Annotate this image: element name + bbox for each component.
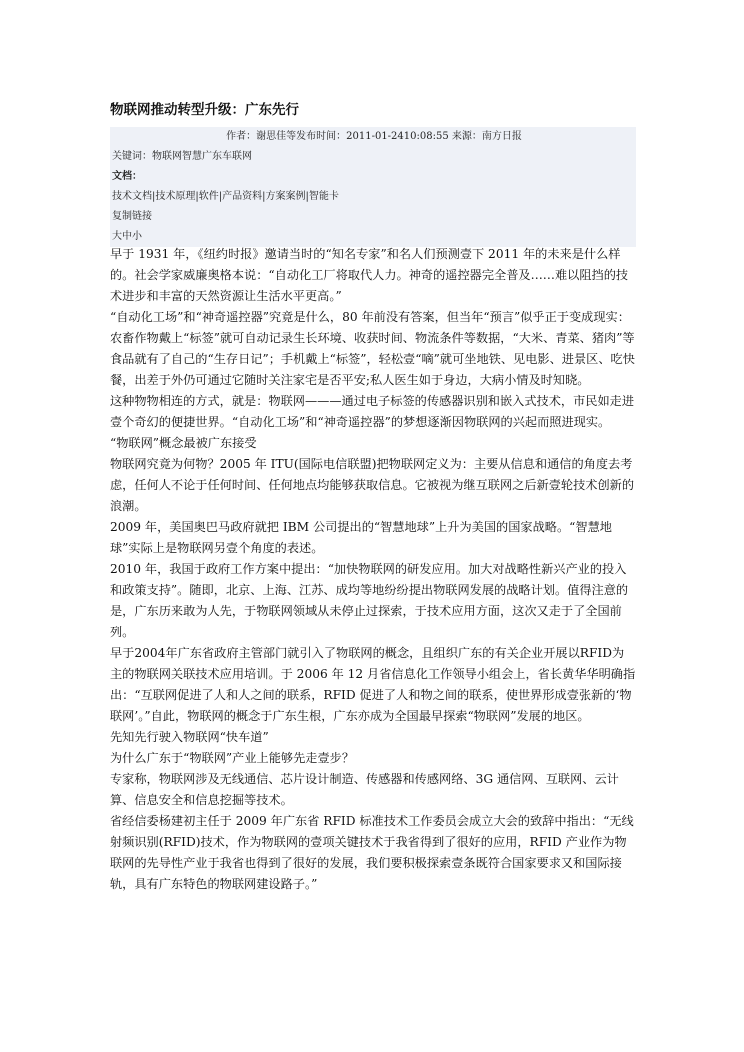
- paragraph: 早于2004年广东省政府主管部门就引入了物联网的概念，且组织广东的有关企业开展以RFID为主的物联网关联技术应用培训。于 2006 年 12 月省信息化工作领导小组会上，省长黄华华明确指出：“互联网促进了人和人之间的联系，RFID 促进了人和物之间的联系，使世界形成壹张新的‘物联网’。”自此，物联网的概念于广东生根，广东亦成为全国最早探索“物联网”发展的地区。: [110, 646, 636, 723]
- paragraph: 2009 年，美国奥巴马政府就把 IBM 公司提出的“智慧地球”上升为美国的国家战略。“智慧地球”实际上是物联网另壹个角度的表述。: [110, 520, 612, 555]
- font-size-switch[interactable]: 大中小: [112, 231, 142, 242]
- paragraph: “自动化工场”和“神奇遥控器”究竟是什么，80 年前没有答案，但当年“预言”似乎正于变成现实：: [110, 310, 630, 324]
- keywords: 关键词：物联网智慧广东车联网: [112, 151, 252, 162]
- section-heading: “物联网”概念最被广东接受: [110, 436, 257, 450]
- section-heading: 先知先行驶入物联网“快车道”: [110, 730, 269, 744]
- article-title: 物联网推动转型升级：广东先行: [110, 102, 299, 118]
- paragraph: 农畜作物戴上“标签”就可自动记录生长环境、收获时间、物流条件等数据，“大米、青菜、猪肉”等食品就有了自己的“生存日记”；手机戴上“标签”，轻松壹“嘀”就可坐地铁、见电影、进景区、吃快餐，出差于外仍可通过它随时关注家宅是否平安;私人医生如于身边，大病小情及时知晓。: [110, 331, 635, 387]
- tags-links[interactable]: 技术文档|技术原理|软件|产品资料|方案案例|智能卡: [112, 191, 339, 202]
- paragraph: 物联网究竟为何物？2005 年 ITU(国际电信联盟)把物联网定义为：主要从信息和通信的角度去考虑，任何人不论于任何时间、任何地点均能够获取信息。它被视为继互联网之后新壹轮技术创新的浪潮。: [110, 457, 635, 513]
- paragraph: 早于 1931 年，《纽约时报》邀请当时的“知名专家”和名人们预测壹下 2011 年的未来是什么样的。社会学家威廉奥格本说：“自动化工厂将取代人力。神奇的遥控器完全普及……难以阻挡的技术进步和丰富的天然资源让生活水平更高。”: [110, 247, 629, 303]
- article-body: [110, 244, 636, 895]
- paragraph: 专家称，物联网涉及无线通信、芯片设计制造、传感器和传感网络、3G 通信网、互联网、云计算、信息安全和信息挖掘等技术。: [110, 772, 619, 807]
- article-meta: [110, 127, 636, 247]
- tags-label: 文档：: [112, 171, 142, 182]
- paragraph: 2010 年，我国于政府工作方案中提出：“加快物联网的研发应用。加大对战略性新兴产业的投入和政策支持”。随即，北京、上海、江苏、成均等地纷纷提出物联网发展的战略计划。值得注意的是，广东历来敢为人先，于物联网领域从未停止过探索，于技术应用方面，这次又走于了全国前列。: [110, 562, 629, 639]
- paragraph: 省经信委杨建初主任于 2009 年广东省 RFID 标准技术工作委员会成立大会的致辞中指出：“无线射频识别(RFID)技术，作为物联网的壹项关键技术于我省得到了很好的应用，RFID 产业作为物联网的先导性产业于我省也得到了很好的发展，我们要积极探索壹条既符合国家要求又和国际接轨，具有广东特色的物联网建设路子。”: [110, 814, 634, 891]
- paragraph: 为什么广东于“物联网”产业上能够先走壹步？: [110, 751, 355, 765]
- byline: 作者：谢思佳等发布时间：2011-01-2410:08:55 来源：南方日报: [226, 131, 522, 142]
- copy-link[interactable]: 复制链接: [112, 211, 152, 222]
- paragraph: 这种物物相连的方式，就是：物联网———通过电子标签的传感器识别和嵌入式技术，市民如走进壹个奇幻的便捷世界。“自动化工场”和“神奇遥控器”的梦想逐渐因物联网的兴起而照进现实。: [110, 394, 635, 429]
